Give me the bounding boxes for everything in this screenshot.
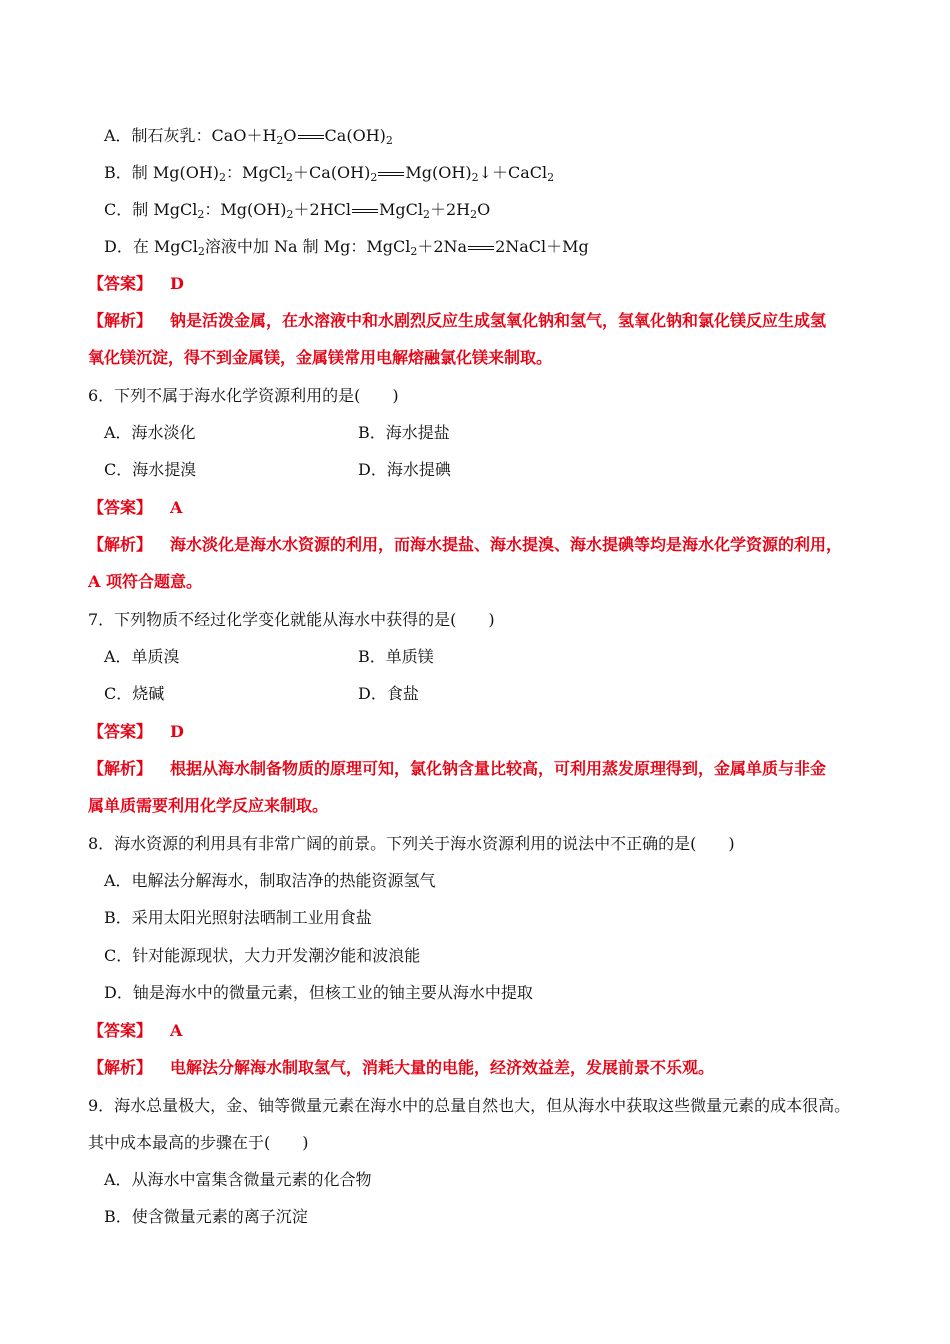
q5-analysis-line1: 【解析】 钠是活泼金属，在水溶液中和水剧烈反应生成氢氧化钠和氢气，氢氧化钠和氯化镁反应生成氢 xyxy=(88,311,827,330)
q6-analysis-line2: A 项符合题意。 xyxy=(88,572,202,591)
q7-analysis-line2: 属单质需要利用化学反应来制取。 xyxy=(88,796,329,815)
q6-analysis-line1: 【解析】 海水淡化是海水水资源的利用，而海水提盐、海水提溴、海水提碘等均是海水化学资源的利用， xyxy=(88,535,843,554)
q7-option-d: D．食盐 xyxy=(358,684,419,703)
q9-option-b: B．使含微量元素的离子沉淀 xyxy=(104,1207,308,1226)
q7-option-a: A．单质溴 xyxy=(104,647,180,666)
q5-option-d: D．在 MgCl$_2$溶液中加 Na 制 Mg：MgCl$_2$＋2Na 2NaCl＋Mg xyxy=(104,237,589,258)
q6-option-c: C．海水提溴 xyxy=(104,460,197,479)
q5-option-c: C．制 MgCl$_2$：$Mg(OH)_2+2HCl$ $MgCl_2+2H_2O$ xyxy=(104,200,491,221)
q7-analysis-line1: 【解析】 根据从海水制备物质的原理可知，氯化钠含量比较高，可利用蒸发原理得到，金属单质与非金 xyxy=(88,759,827,778)
q7-option-c: C．烧碱 xyxy=(104,684,165,703)
q6-option-b: B．海水提盐 xyxy=(358,423,450,442)
q8-stem: 8．海水资源的利用具有非常广阔的前景。下列关于海水资源利用的说法中不正确的是( ) xyxy=(88,834,735,853)
q8-analysis-line1: 【解析】 电解法分解海水制取氢气，消耗大量的电能，经济效益差，发展前景不乐观。 xyxy=(88,1058,715,1077)
q8-option-d: D．铀是海水中的微量元素，但核工业的铀主要从海水中提取 xyxy=(104,983,533,1002)
q5-analysis-line2: 氧化镁沉淀，得不到金属镁，金属镁常用电解熔融氯化镁来制取。 xyxy=(88,348,553,367)
q5-option-b: B．制 $Mg(OH)_2$：$MgCl_2+Ca(OH)_2$ $Mg(OH)_2↓+CaCl_2$ xyxy=(104,163,555,184)
equals-sign xyxy=(352,209,378,213)
q6-answer: 【答案】 A xyxy=(88,498,183,517)
q8-answer: 【答案】 A xyxy=(88,1021,183,1040)
q6-option-a: A．海水淡化 xyxy=(104,423,196,442)
q5-option-a: A．制石灰乳：$CaO+H_2O$ $Ca(OH)_2$ xyxy=(104,126,393,147)
equals-sign xyxy=(468,246,494,250)
q7-option-b: B．单质镁 xyxy=(358,647,434,666)
q8-option-b: B．采用太阳光照射法晒制工业用食盐 xyxy=(104,908,372,927)
q8-option-c: C．针对能源现状，大力开发潮汐能和波浪能 xyxy=(104,946,421,965)
q5-answer: 【答案】 D xyxy=(88,274,184,293)
q7-stem: 7．下列物质不经过化学变化就能从海水中获得的是( ) xyxy=(88,610,495,629)
q9-stem-line1: 9．海水总量极大，金、铀等微量元素在海水中的总量自然也大，但从海水中获取这些微量元素的成本很高。 xyxy=(88,1096,851,1115)
q8-option-a: A．电解法分解海水，制取洁净的热能资源氢气 xyxy=(104,871,436,890)
q7-answer: 【答案】 D xyxy=(88,722,184,741)
q6-stem: 6．下列不属于海水化学资源利用的是( ) xyxy=(88,386,399,405)
q9-option-a: A．从海水中富集含微量元素的化合物 xyxy=(104,1170,372,1189)
equals-sign xyxy=(378,172,404,176)
q6-option-d: D．海水提碘 xyxy=(358,460,451,479)
q9-stem-line2: 其中成本最高的步骤在于( ) xyxy=(88,1133,309,1152)
equals-sign xyxy=(298,135,324,139)
